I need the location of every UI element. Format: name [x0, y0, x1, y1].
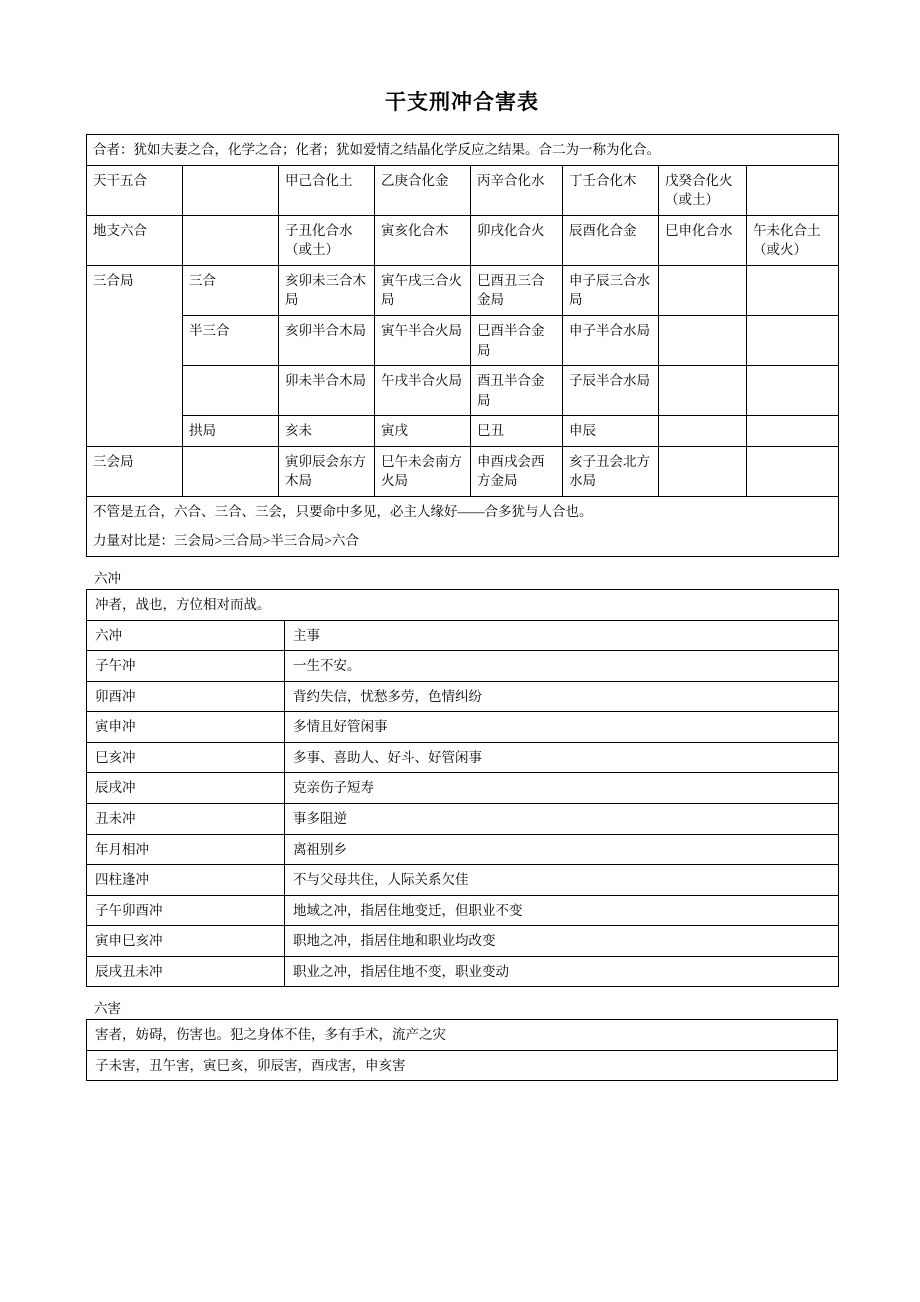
cell: 乙庚合化金 [375, 165, 471, 215]
table-row [87, 366, 839, 416]
cell: 亥卯未三合木局 [279, 265, 375, 315]
cell: 巳丑 [471, 416, 563, 447]
page-title: 干支刑冲合害表 [385, 91, 539, 114]
cell: 子辰半合水局 [563, 366, 659, 416]
chong-name: 卯酉冲 [87, 681, 285, 712]
chong-name: 子午冲 [87, 651, 285, 682]
table-row [87, 416, 839, 447]
table-row [87, 773, 839, 804]
chong-header-row [87, 620, 839, 651]
he-intro-text: 合者：犹如夫妻之合，化学之合；化者；犹如爱情之结晶化学反应之结果。合二为一称为化合。 [87, 135, 839, 166]
cell: 巳午未会南方火局 [375, 446, 471, 496]
chong-name: 寅申巳亥冲 [87, 926, 285, 957]
chong-desc: 地域之冲，指居住地变迁，但职业不变 [285, 895, 839, 926]
column-header-name: 六冲 [87, 620, 285, 651]
chong-section-label: 六冲 [94, 571, 121, 586]
chong-name: 巳亥冲 [87, 742, 285, 773]
table-row [87, 315, 839, 365]
cell: 巳酉半合金局 [471, 315, 563, 365]
cell [659, 265, 747, 315]
hai-line-1: 害者，妨碍，伤害也。犯之身体不佳，多有手术，流产之灾 [87, 1020, 838, 1051]
cell [747, 315, 839, 365]
cell [747, 446, 839, 496]
cell [747, 265, 839, 315]
cell [659, 315, 747, 365]
row-label: 天干五合 [87, 165, 183, 215]
cell: 酉丑半合金局 [471, 366, 563, 416]
chong-name: 年月相冲 [87, 834, 285, 865]
chong-name: 辰戌丑未冲 [87, 956, 285, 987]
chong-table [86, 589, 839, 987]
he-footer-1: 不管是五合，六合、三合、三会，只要命中多见，必主人缘好——合多犹与人合也。 [87, 496, 839, 526]
cell: 巳申化合水 [659, 215, 747, 265]
he-table [86, 134, 839, 557]
cell: 申子辰三合水局 [563, 265, 659, 315]
cell [747, 366, 839, 416]
cell [659, 446, 747, 496]
he-intro-row [87, 135, 839, 166]
cell: 寅戌 [375, 416, 471, 447]
table-row [87, 265, 839, 315]
cell: 亥未 [279, 416, 375, 447]
row-sublabel: 半三合 [183, 315, 279, 365]
chong-desc: 多情且好管闲事 [285, 712, 839, 743]
row-sublabel: 三合 [183, 265, 279, 315]
cell: 丙辛合化水 [471, 165, 563, 215]
chong-desc: 离祖别乡 [285, 834, 839, 865]
cell: 巳酉丑三合金局 [471, 265, 563, 315]
cell: 寅午半合火局 [375, 315, 471, 365]
cell: 亥卯半合木局 [279, 315, 375, 365]
table-row [87, 681, 839, 712]
hai-line-2: 子未害，丑午害，寅巳亥，卯辰害，酉戌害，申亥害 [87, 1050, 838, 1081]
chong-desc: 职业之冲，指居住地不变，职业变动 [285, 956, 839, 987]
cell [747, 165, 839, 215]
cell: 辰酉化合金 [563, 215, 659, 265]
cell [659, 416, 747, 447]
cell: 午未化合土（或火） [747, 215, 839, 265]
cell: 申酉戌会西方金局 [471, 446, 563, 496]
cell: 寅亥化合木 [375, 215, 471, 265]
row-sublabel: 拱局 [183, 416, 279, 447]
table-row [87, 651, 839, 682]
table-row [87, 803, 839, 834]
chong-name: 丑未冲 [87, 803, 285, 834]
cell: 卯未半合木局 [279, 366, 375, 416]
he-footer-row-2 [87, 526, 839, 556]
chong-desc: 职地之冲，指居住地和职业均改变 [285, 926, 839, 957]
table-row [87, 1020, 838, 1051]
chong-desc: 背约失信，忧愁多劳，色情纠纷 [285, 681, 839, 712]
hai-table [86, 1019, 838, 1081]
row-sublabel [183, 215, 279, 265]
cell [659, 366, 747, 416]
he-footer-row [87, 496, 839, 526]
chong-name: 四柱逢冲 [87, 865, 285, 896]
row-label: 三合局 [87, 265, 183, 446]
cell: 寅午戌三合火局 [375, 265, 471, 315]
table-row [87, 895, 839, 926]
cell: 甲己合化土 [279, 165, 375, 215]
he-footer-2: 力量对比是：三会局>三合局>半三合局>六合 [87, 526, 839, 556]
cell: 戊癸合化火（或土） [659, 165, 747, 215]
table-row [87, 926, 839, 957]
row-label: 地支六合 [87, 215, 183, 265]
table-row [87, 165, 839, 215]
cell: 申子半合水局 [563, 315, 659, 365]
chong-intro-row [87, 590, 839, 621]
row-sublabel [183, 165, 279, 215]
cell: 丁壬合化木 [563, 165, 659, 215]
row-sublabel [183, 366, 279, 416]
row-sublabel [183, 446, 279, 496]
cell: 卯戌化合火 [471, 215, 563, 265]
cell: 申辰 [563, 416, 659, 447]
table-row [87, 446, 839, 496]
chong-desc: 多事、喜助人、好斗、好管闲事 [285, 742, 839, 773]
table-row [87, 956, 839, 987]
table-row [87, 1050, 838, 1081]
table-row [87, 215, 839, 265]
table-row [87, 834, 839, 865]
cell: 亥子丑会北方水局 [563, 446, 659, 496]
cell [747, 416, 839, 447]
cell: 午戌半合火局 [375, 366, 471, 416]
chong-name: 寅申冲 [87, 712, 285, 743]
table-row [87, 712, 839, 743]
hai-section-label: 六害 [94, 1001, 121, 1017]
chong-desc: 事多阻逆 [285, 803, 839, 834]
row-label: 三会局 [87, 446, 183, 496]
table-row [87, 742, 839, 773]
chong-desc: 克亲伤子短寿 [285, 773, 839, 804]
table-row [87, 865, 839, 896]
chong-desc: 一生不安。 [285, 651, 839, 682]
cell: 子丑化合水（或土） [279, 215, 375, 265]
chong-desc: 不与父母共住，人际关系欠佳 [285, 865, 839, 896]
chong-name: 子午卯酉冲 [87, 895, 285, 926]
chong-intro-text: 冲者，战也，方位相对而战。 [87, 590, 839, 621]
cell: 寅卯辰会东方木局 [279, 446, 375, 496]
column-header-desc: 主事 [285, 620, 839, 651]
chong-name: 辰戌冲 [87, 773, 285, 804]
